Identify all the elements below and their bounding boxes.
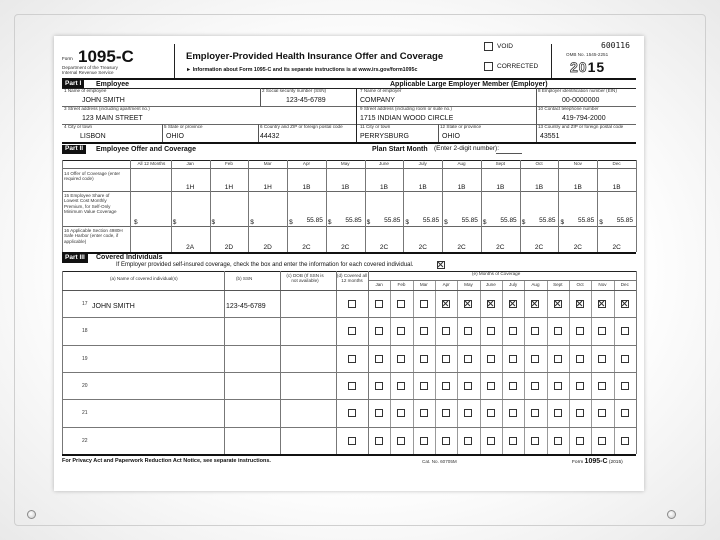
- plan-start-hint: (Enter 2-digit number):: [434, 145, 500, 152]
- month-coverage-checkbox[interactable]: [576, 382, 584, 390]
- department-line-2: Internal Revenue Service: [62, 70, 114, 75]
- month-coverage-checkbox[interactable]: [442, 382, 450, 390]
- month-coverage-checkbox[interactable]: [531, 300, 539, 308]
- offer-code-cell[interactable]: 1H: [224, 184, 234, 191]
- slide-bullet-right-icon: [667, 510, 676, 519]
- premium-cell[interactable]: 55.85: [577, 217, 595, 224]
- month-coverage-checkbox[interactable]: [397, 327, 405, 335]
- month-coverage-checkbox[interactable]: [531, 355, 539, 363]
- month-coverage-checkbox[interactable]: [531, 382, 539, 390]
- month-coverage-checkbox[interactable]: [397, 355, 405, 363]
- month-coverage-checkbox[interactable]: [442, 300, 450, 308]
- month-coverage-checkbox[interactable]: [598, 437, 606, 445]
- month-coverage-checkbox[interactable]: [598, 382, 606, 390]
- covered-row-number: 22: [82, 437, 88, 444]
- covered-name-field[interactable]: JOHN SMITH: [92, 303, 135, 310]
- month-coverage-checkbox[interactable]: [487, 437, 495, 445]
- month-coverage-checkbox[interactable]: [397, 300, 405, 308]
- field11-label: 11 City or town: [360, 124, 391, 129]
- month-coverage-checkbox[interactable]: [621, 382, 629, 390]
- field7-label: 7 Name of employer: [360, 88, 402, 93]
- month-coverage-checkbox[interactable]: [598, 409, 606, 417]
- dollar-sign: $: [560, 219, 565, 226]
- safe-harbor-code-cell[interactable]: 2C: [457, 244, 466, 251]
- employer-street-field[interactable]: 1715 INDIAN WOOD CIRCLE: [360, 115, 454, 122]
- month-coverage-checkbox[interactable]: [375, 355, 383, 363]
- offer-code-cell[interactable]: 1B: [418, 184, 427, 191]
- covered-all-months-checkbox[interactable]: [348, 409, 356, 417]
- safe-harbor-code-cell[interactable]: 2A: [186, 244, 195, 251]
- offer-code-cell[interactable]: 1B: [341, 184, 350, 191]
- dollar-sign: $: [366, 219, 371, 226]
- month-coverage-checkbox[interactable]: [509, 327, 517, 335]
- part3-month-header: Dec: [620, 282, 629, 287]
- month-coverage-checkbox[interactable]: [442, 437, 450, 445]
- month-coverage-checkbox[interactable]: [554, 409, 562, 417]
- month-coverage-checkbox[interactable]: [509, 382, 517, 390]
- month-coverage-checkbox[interactable]: [531, 437, 539, 445]
- employer-phone-field[interactable]: 419-794-2000: [562, 115, 606, 122]
- tax-year: 2015: [570, 59, 606, 75]
- dollar-sign: $: [134, 219, 138, 226]
- month-coverage-checkbox[interactable]: [420, 382, 428, 390]
- dollar-sign: $: [599, 219, 603, 226]
- safe-harbor-code-cell[interactable]: 2C: [612, 244, 621, 251]
- month-coverage-checkbox[interactable]: [420, 300, 428, 308]
- part2-month-header: Oct: [535, 161, 543, 166]
- part2-month-header: Aug: [457, 161, 466, 166]
- month-coverage-checkbox[interactable]: [464, 355, 472, 363]
- month-coverage-checkbox[interactable]: [531, 327, 539, 335]
- offer-code-cell[interactable]: 1B: [573, 184, 582, 191]
- dollar-sign: $: [327, 219, 332, 226]
- offer-code-cell[interactable]: 1B: [457, 184, 466, 191]
- month-coverage-checkbox[interactable]: [576, 409, 584, 417]
- month-coverage-checkbox[interactable]: [554, 437, 562, 445]
- employee-state-field[interactable]: OHIO: [166, 133, 184, 140]
- form-number: 1095-C: [78, 47, 134, 66]
- col-e-header: (e) Months of Coverage: [472, 271, 521, 276]
- field10-label: 10 Contact telephone number: [538, 106, 599, 111]
- employer-state-field[interactable]: OHIO: [442, 133, 460, 140]
- month-coverage-checkbox[interactable]: [576, 437, 584, 445]
- month-coverage-checkbox[interactable]: [375, 409, 383, 417]
- month-coverage-checkbox[interactable]: [487, 382, 495, 390]
- employer-heading: Applicable Large Employer Member (Employer): [390, 81, 548, 88]
- premium-cell[interactable]: 55.85: [384, 217, 401, 224]
- month-coverage-checkbox[interactable]: [375, 382, 383, 390]
- row14-label: 14 Offer of Coverage (enter required code): [64, 171, 121, 182]
- field8-label: 8 Employer identification number (EIN): [538, 88, 617, 93]
- field9-label: 9 Street address (including room or suite no.): [360, 106, 452, 111]
- month-coverage-checkbox[interactable]: [442, 355, 450, 363]
- plan-start-label: Plan Start Month: [372, 146, 428, 153]
- field13-label: 13 Country and ZIP or foreign postal code: [538, 124, 624, 129]
- month-coverage-checkbox[interactable]: [576, 300, 584, 308]
- part2-month-header: Sept: [495, 161, 506, 166]
- part3-month-header: July: [509, 282, 518, 287]
- month-coverage-checkbox[interactable]: [375, 437, 383, 445]
- month-coverage-checkbox[interactable]: [397, 437, 405, 445]
- covered-row-number: 21: [82, 410, 88, 417]
- month-coverage-checkbox[interactable]: [554, 355, 562, 363]
- month-coverage-checkbox[interactable]: [464, 300, 472, 308]
- part3-label: Part III: [62, 254, 88, 263]
- covered-all-months-checkbox[interactable]: [348, 437, 356, 445]
- part3-month-header: Mar: [419, 282, 428, 287]
- premium-cell[interactable]: 55.85: [345, 217, 362, 224]
- part3-month-header: May: [464, 282, 473, 287]
- col-a-header: (a) Name of covered individual(s): [110, 276, 178, 281]
- safe-harbor-code-cell[interactable]: 2D: [263, 244, 272, 251]
- month-coverage-checkbox[interactable]: [487, 409, 495, 417]
- part3-month-header: Feb: [397, 282, 406, 287]
- footer-form-id: Form 1095-C (2015): [572, 458, 623, 465]
- month-coverage-checkbox[interactable]: [621, 409, 629, 417]
- part3-month-header: Oct: [576, 282, 584, 287]
- employee-name-field[interactable]: JOHN SMITH: [82, 97, 125, 104]
- month-coverage-checkbox[interactable]: [621, 327, 629, 335]
- corrected-label: CORRECTED: [497, 63, 539, 70]
- safe-harbor-code-cell[interactable]: 2C: [341, 244, 350, 251]
- employer-name-field[interactable]: COMPANY: [360, 97, 395, 104]
- premium-cell[interactable]: 55.85: [422, 217, 440, 224]
- month-coverage-checkbox[interactable]: [509, 437, 517, 445]
- month-coverage-checkbox[interactable]: [442, 409, 450, 417]
- part3-month-header: Nov: [598, 282, 607, 287]
- part1-label: Part I: [62, 80, 84, 89]
- premium-cell[interactable]: 55.85: [306, 217, 323, 224]
- part2-label: Part II: [62, 145, 86, 154]
- month-coverage-checkbox[interactable]: [576, 327, 584, 335]
- privacy-notice: For Privacy Act and Paperwork Reduction Act Notice, see separate instructions.: [62, 458, 271, 464]
- safe-harbor-code-cell[interactable]: 2D: [224, 244, 234, 251]
- dollar-sign: $: [521, 219, 526, 226]
- employer-city-field[interactable]: PERRYSBURG: [360, 133, 409, 140]
- month-coverage-checkbox[interactable]: [420, 409, 428, 417]
- month-coverage-checkbox[interactable]: [621, 437, 629, 445]
- safe-harbor-code-cell[interactable]: 2C: [496, 244, 505, 251]
- part2-month-header: Apr: [302, 161, 311, 166]
- row15-label: 15 Employee Share of Lowest Cost Monthly Premium, for Self-Only Minimum Value Coverage: [64, 193, 117, 214]
- col-c-header: (c) DOB (If SSN is not available): [286, 273, 324, 284]
- part2-month-header: June: [379, 161, 389, 166]
- month-coverage-checkbox[interactable]: [420, 327, 428, 335]
- department-line-1: Department of the Treasury: [62, 65, 118, 70]
- employee-street-field[interactable]: 123 MAIN STREET: [82, 115, 143, 122]
- part3-month-header: June: [485, 282, 496, 287]
- safe-harbor-code-cell[interactable]: 2C: [418, 244, 427, 251]
- month-coverage-checkbox[interactable]: [375, 327, 383, 335]
- part3-instruction: If Employer provided self-insured coverage, check the box and enter the information for each covered individual.: [116, 262, 414, 268]
- form-word: Form: [62, 56, 73, 61]
- premium-cell[interactable]: 55.85: [461, 217, 478, 224]
- col-b-header: (b) SSN: [236, 276, 253, 281]
- field12-label: 12 State or province: [440, 124, 482, 129]
- offer-code-cell[interactable]: 1H: [263, 184, 272, 191]
- month-coverage-checkbox[interactable]: [509, 300, 517, 308]
- premium-cell[interactable]: 55.85: [500, 217, 517, 224]
- premium-cell[interactable]: 55.85: [539, 217, 556, 224]
- offer-code-cell[interactable]: 1B: [612, 184, 621, 191]
- part2-month-header: July: [418, 161, 427, 166]
- month-coverage-checkbox[interactable]: [397, 409, 405, 417]
- part2-month-header: Nov: [573, 161, 582, 166]
- offer-code-cell[interactable]: 1B: [302, 184, 311, 191]
- month-coverage-checkbox[interactable]: [442, 327, 450, 335]
- employee-zip-field[interactable]: 44432: [260, 133, 280, 140]
- premium-cell[interactable]: 55.85: [616, 217, 633, 224]
- offer-code-cell[interactable]: 1B: [496, 184, 505, 191]
- month-coverage-checkbox[interactable]: [621, 300, 629, 308]
- month-coverage-checkbox[interactable]: [375, 300, 383, 308]
- month-coverage-checkbox[interactable]: [464, 327, 472, 335]
- offer-code-cell[interactable]: 1B: [380, 184, 388, 191]
- dollar-sign: $: [482, 219, 487, 226]
- col-d-header: (d) Covered all 12 months: [336, 273, 368, 284]
- month-coverage-checkbox[interactable]: [554, 382, 562, 390]
- covered-all-months-checkbox[interactable]: [348, 382, 356, 390]
- dollar-sign: $: [444, 219, 448, 226]
- month-coverage-checkbox[interactable]: [531, 409, 539, 417]
- covered-ssn-field[interactable]: 123-45-6789: [226, 303, 266, 310]
- part3-month-header: Jan: [375, 282, 383, 287]
- covered-all-months-checkbox[interactable]: [348, 327, 356, 335]
- month-coverage-checkbox[interactable]: [464, 409, 472, 417]
- covered-row-number: 19: [82, 355, 88, 362]
- dollar-sign: $: [289, 219, 293, 226]
- month-coverage-checkbox[interactable]: [554, 327, 562, 335]
- control-number: 600116: [601, 41, 630, 50]
- void-label: VOID: [497, 43, 513, 50]
- month-coverage-checkbox[interactable]: [598, 327, 606, 335]
- part3-month-header: Apr: [442, 282, 450, 287]
- safe-harbor-code-cell[interactable]: 2C: [302, 244, 311, 251]
- month-coverage-checkbox[interactable]: [554, 300, 562, 308]
- month-coverage-checkbox[interactable]: [487, 300, 495, 308]
- field2-label: 2 Social security number (SSN): [262, 88, 327, 93]
- dollar-sign: $: [211, 219, 216, 226]
- month-coverage-checkbox[interactable]: [487, 327, 495, 335]
- covered-row-number: 20: [82, 382, 88, 389]
- field4-label: 4 City or town: [64, 124, 93, 129]
- month-coverage-checkbox[interactable]: [420, 437, 428, 445]
- catalog-number: Cat. No. 60705M: [422, 459, 457, 464]
- covered-row-number: 18: [82, 328, 88, 335]
- employee-city-field[interactable]: LISBON: [80, 133, 106, 140]
- offer-code-cell[interactable]: 1H: [185, 184, 195, 191]
- month-coverage-checkbox[interactable]: [397, 382, 405, 390]
- safe-harbor-code-cell[interactable]: 2C: [534, 244, 544, 251]
- part3-grid: [54, 36, 644, 491]
- month-coverage-checkbox[interactable]: [509, 409, 517, 417]
- part2-month-header: All 12 Months: [137, 161, 166, 166]
- field5-label: 5 State or province: [164, 124, 203, 129]
- part2-month-header: Mar: [263, 161, 272, 166]
- form-title: Employer-Provided Health Insurance Offer and Coverage: [186, 51, 444, 62]
- employer-zip-field[interactable]: 43551: [540, 133, 560, 140]
- employer-ein-field[interactable]: 00-0000000: [562, 97, 600, 104]
- safe-harbor-code-cell[interactable]: 2C: [573, 244, 582, 251]
- month-coverage-checkbox[interactable]: [598, 355, 606, 363]
- info-line: ► Information about Form 1095-C and its separate instructions is at www.irs.gov/form1095c: [186, 67, 418, 73]
- omb-number: OMB No. 1545-2251: [566, 52, 609, 57]
- covered-all-months-checkbox[interactable]: [348, 355, 356, 363]
- month-coverage-checkbox[interactable]: [509, 355, 517, 363]
- part3-month-header: Sept: [553, 282, 563, 287]
- part1-title: Employee: [96, 81, 130, 88]
- month-coverage-checkbox[interactable]: [487, 355, 495, 363]
- form-1095c-page: [54, 36, 644, 491]
- month-coverage-checkbox[interactable]: [598, 300, 606, 308]
- month-coverage-checkbox[interactable]: [464, 437, 472, 445]
- part3-month-header: Aug: [531, 282, 540, 287]
- field6-label: 6 Country and ZIP or foreign postal code: [260, 124, 343, 129]
- part2-month-header: Jan: [186, 161, 194, 166]
- dollar-sign: $: [172, 219, 177, 226]
- month-coverage-checkbox[interactable]: [420, 355, 428, 363]
- offer-code-cell[interactable]: 1B: [535, 184, 544, 191]
- slide-bullet-left-icon: [27, 510, 36, 519]
- field3-label: 3 Street address (including apartment no.): [64, 106, 150, 111]
- dollar-sign: $: [405, 219, 409, 226]
- month-coverage-checkbox[interactable]: [621, 355, 629, 363]
- dollar-sign: $: [250, 219, 254, 226]
- part2-title: Employee Offer and Coverage: [96, 146, 196, 153]
- row16-label: 16 Applicable Section 4980H Safe Harbor (enter code, if applicable): [64, 228, 123, 244]
- covered-row-number: 17: [82, 301, 88, 307]
- employee-ssn-field[interactable]: 123-45-6789: [286, 97, 326, 104]
- part2-month-header: Feb: [224, 161, 233, 166]
- part2-month-header: Dec: [612, 161, 621, 166]
- month-coverage-checkbox[interactable]: [464, 382, 472, 390]
- month-coverage-checkbox[interactable]: [576, 355, 584, 363]
- covered-all-months-checkbox[interactable]: [348, 300, 356, 308]
- part3-title: Covered Individuals: [96, 254, 163, 261]
- part2-month-header: May: [340, 161, 350, 166]
- field1-label: 1 Name of employee: [64, 88, 107, 93]
- safe-harbor-code-cell[interactable]: 2C: [379, 244, 389, 251]
